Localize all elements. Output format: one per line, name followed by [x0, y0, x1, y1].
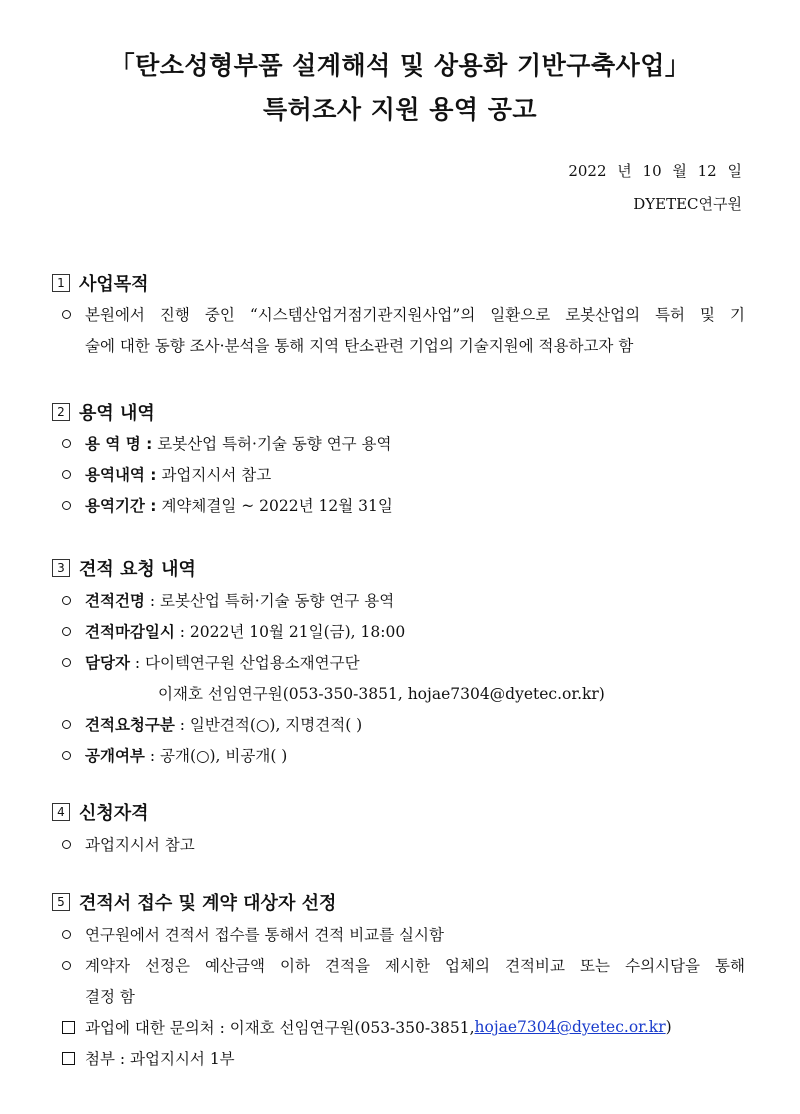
field-value: : 일반견적(○), 지명견적( ) — [179, 716, 363, 734]
circle-bullet-icon — [62, 627, 71, 636]
notice-date: 2022 년 10 월 12 일 — [568, 162, 742, 180]
section-5-heading — [52, 889, 336, 915]
circle-bullet-icon — [62, 720, 71, 729]
list-item — [62, 494, 393, 516]
circle-bullet-icon — [62, 310, 71, 319]
contact-detail: 이재호 선임연구원(053-350-3851, hojae7304@dyetec.or.kr) — [158, 685, 605, 703]
contact-email-link[interactable]: hojae7304@dyetec.or.kr — [474, 1018, 666, 1036]
checkbox-square-icon — [62, 1052, 75, 1065]
circle-bullet-icon — [62, 751, 71, 760]
inquiry-text: 과업에 대한 문의처 : 이재호 선임연구원(053-350-3851, — [85, 1019, 475, 1037]
document-subtitle: 특허조사 지원 용역 공고 — [262, 95, 538, 124]
list-item — [62, 432, 392, 454]
list-item — [62, 923, 444, 945]
section-title: 사업목적 — [79, 274, 149, 295]
list-item — [62, 651, 360, 673]
field-value: : 로봇산업 특허·기술 동향 연구 용역 — [149, 592, 395, 610]
checkbox-square-icon — [62, 1021, 75, 1034]
circle-bullet-icon — [62, 658, 71, 667]
section-title: 견적서 접수 및 계약 대상자 선정 — [79, 893, 337, 914]
list-item — [62, 833, 195, 855]
field-label: 견적건명 — [85, 592, 145, 610]
circle-bullet-icon — [62, 840, 71, 849]
list-item — [62, 303, 745, 325]
organization-name: DYETEC연구원 — [633, 195, 742, 213]
field-value: 과업지시서 참고 — [85, 836, 195, 854]
section-1-heading — [52, 270, 149, 296]
section-2-heading — [52, 399, 155, 425]
field-label: 담당자 — [85, 654, 130, 672]
document-title: 「탄소성형부품 설계해석 및 상용화 기반구축사업」 — [109, 51, 691, 80]
field-value: : 2022년 10월 21일(금), 18:00 — [179, 623, 406, 641]
field-value: 과업지시서 참고 — [161, 466, 272, 484]
circle-bullet-icon — [62, 470, 71, 479]
inquiry-suffix: ) — [665, 1018, 672, 1036]
selection-line-2: 결정 함 — [85, 988, 135, 1006]
inquiry-line — [62, 1016, 672, 1038]
purpose-line-1: 본원에서 진행 중인 “시스템산업거점기관지원사업”의 일환으로 로봇산업의 특허 및 기 — [85, 306, 745, 324]
field-value: 연구원에서 견적서 접수를 통해서 견적 비교를 실시함 — [85, 926, 444, 944]
field-value: 계약체결일 ~ 2022년 12월 31일 — [161, 497, 393, 515]
purpose-line-2: 술에 대한 동향 조사·분석을 통해 지역 탄소관련 기업의 기술지원에 적용하고자 함 — [85, 337, 634, 355]
list-item — [62, 463, 271, 485]
list-item — [62, 713, 362, 735]
section-4-heading — [52, 799, 149, 825]
list-item — [62, 744, 287, 766]
field-label: 견적마감일시 — [85, 623, 175, 641]
circle-bullet-icon — [62, 501, 71, 510]
field-value: : 공개(○), 비공개( ) — [149, 747, 288, 765]
field-value: : 다이텍연구원 산업용소재연구단 — [134, 654, 360, 672]
section-3-heading — [52, 555, 196, 581]
section-number: 5 — [52, 893, 70, 911]
circle-bullet-icon — [62, 439, 71, 448]
field-value: 로봇산업 특허·기술 동향 연구 용역 — [157, 435, 392, 453]
field-label: 공개여부 — [85, 747, 145, 765]
circle-bullet-icon — [62, 596, 71, 605]
attachment-line — [62, 1047, 235, 1069]
list-item — [62, 589, 394, 611]
section-number: 3 — [52, 559, 70, 577]
field-label: 용역내역 : — [85, 466, 157, 484]
field-label: 견적요청구분 — [85, 716, 175, 734]
list-item — [62, 620, 405, 642]
section-title: 견적 요청 내역 — [79, 559, 196, 580]
field-label: 용 역 명 : — [85, 435, 153, 453]
section-number: 2 — [52, 403, 70, 421]
section-title: 용역 내역 — [79, 403, 155, 424]
list-item — [62, 954, 745, 976]
section-title: 신청자격 — [79, 803, 149, 824]
attachment-text: 첨부 : 과업지시서 1부 — [85, 1050, 235, 1068]
section-number: 4 — [52, 803, 70, 821]
circle-bullet-icon — [62, 930, 71, 939]
field-value: 계약자 선정은 예산금액 이하 견적을 제시한 업체의 견적비교 또는 수의시담을 통해 — [85, 957, 745, 975]
field-label: 용역기간 : — [85, 497, 157, 515]
section-number: 1 — [52, 274, 70, 292]
circle-bullet-icon — [62, 961, 71, 970]
